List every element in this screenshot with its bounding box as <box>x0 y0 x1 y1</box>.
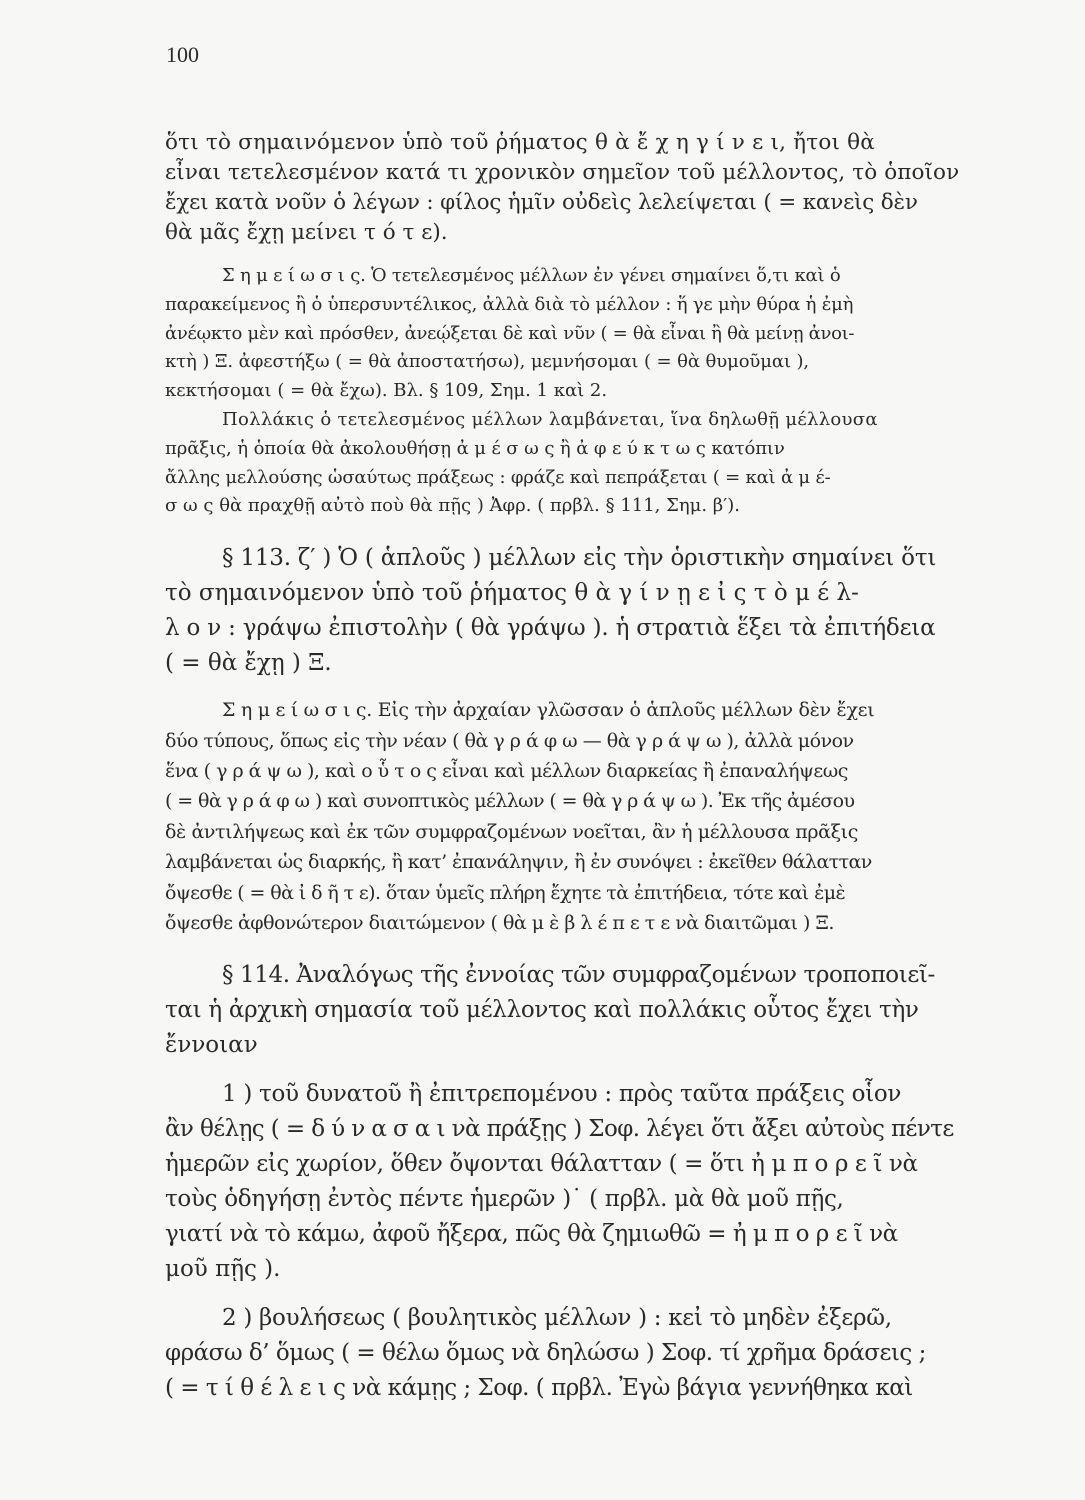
text-line: 2 ) βουλήσεως ( βουλητικὸς μέλλων ) : κεἰ τὸ μηδὲν ἐξερῶ, <box>222 1305 892 1332</box>
text-line: φράσω δ’ ὅμως ( = θέλω ὅμως νὰ δηλώσω ) Σοφ. τί χρῆμα δράσεις ; <box>165 1340 926 1367</box>
text-line: λαμβάνεται ὡς διαρκής, ἢ κατ’ ἐπανάληψιν, ἢ ἐν συνόψει : ἐκεῖθεν θάλατταν <box>165 851 872 874</box>
text-line: τοὺς ὁδηγήσῃ ἐντὸς πέντε ἡμερῶν )˙ ( πρβλ. μὰ θὰ μοῦ πῇς, <box>165 1186 844 1213</box>
section-113 <box>165 541 960 681</box>
text-line: Σ η μ ε ί ω σ ι ς. Εἰς τὴν ἀρχαίαν γλῶσσαν ὁ ἁπλοῦς μέλλων δὲν ἔχει <box>222 699 875 722</box>
section-114 <box>165 958 960 1063</box>
text-line: ( = θὰ γ ρ ά φ ω ) καὶ συνοπτικὸς μέλλων ( = θὰ γ ρ ά ψ ω ). Ἐκ τῆς ἀμέσου <box>165 790 855 813</box>
text-line: ὄψεσθε ἀφθονώτερον διαιτώμενον ( θὰ μ ὲ β λ έ π ε τ ε νὰ διαιτῶμαι ) Ξ. <box>165 911 834 934</box>
text-line: ἕνα ( γ ρ ά ψ ω ), καὶ ο ὗ τ ο ς εἶναι καὶ μέλλων διαρκείας ἢ ἐπαναλήψεως <box>165 759 848 782</box>
page-number: 100 <box>166 42 199 67</box>
text-line: 1 ) τοῦ δυνατοῦ ἢ ἐπιτρεπομένου : πρὸς ταῦτα πράξεις οἷον <box>222 1081 902 1108</box>
text-line: κεκτήσομαι ( = θὰ ἔχω). Βλ. § 109, Σημ. 1 καὶ 2. <box>165 380 608 402</box>
page-body <box>165 128 960 1406</box>
text-line: ἡμερῶν εἰς χωρίον, ὅθεν ὄψονται θάλατταν ( = ὅτι ἠ μ π ο ρ ε ῖ νὰ <box>165 1151 918 1178</box>
section-heading-line: § 113. ζ′ ) Ὁ ( ἁπλοῦς ) μέλλων εἰς τὴν ὁριστικὴν σημαίνει ὅτι <box>222 545 937 572</box>
text-line: θὰ μᾶς ἔχῃ μείνει τ ό τ ε). <box>165 220 448 245</box>
text-line: ἔννοιαν <box>165 1032 258 1059</box>
text-line: δύο τύπους, ὅπως εἰς τὴν νέαν ( θὰ γ ρ ά φ ω — θὰ γ ρ ά ψ ω ), ἀλλὰ μόνον <box>165 729 854 752</box>
text-line: λ ο ν : γράψω ἐπιστολὴν ( θὰ γράψω ). ἡ στρατιὰ ἕξει τὰ ἐπιτήδεια <box>165 615 936 642</box>
text-line: πρᾶξις, ἡ ὁποία θὰ ἀκολουθήσῃ ἀ μ έ σ ω ς ἢ ἀ φ ε ύ κ τ ω ς κατόπιν <box>165 437 785 459</box>
text-line: παρακείμενος ἢ ὁ ὑπερσυντέλικος, ἀλλὰ διὰ τὸ μέλλον : ἥ γε μὴν θύρα ἡ ἐμὴ <box>165 293 854 315</box>
text-line: τὸ σημαινόμενον ὑπὸ τοῦ ῥήματος θ ὰ γ ί ν ῃ ε ἰ ς τ ὸ μ έ λ- <box>165 580 859 607</box>
text-line: εἶναι τετελεσμένον κατά τι χρονικὸν σημεῖον τοῦ μέλλοντος, τὸ ὁποῖον <box>165 160 960 185</box>
text-line: ἔχει κατὰ νοῦν ὁ λέγων : φίλος ἡμῖν οὐδεὶς λελείψεται ( = κανεὶς δὲν <box>165 190 918 215</box>
text-line: ται ἡ ἀρχικὴ σημασία τοῦ μέλλοντος καὶ πολλάκις οὗτος ἔχει τὴν <box>165 997 919 1024</box>
text-line: γιατί νὰ τὸ κάμω, ἀφοῦ ἤξερα, πῶς θὰ ζημιωθῶ = ἠ μ π ο ρ ε ῖ νὰ <box>165 1221 898 1248</box>
text-line: δὲ ἀντιλήψεως καὶ ἐκ τῶν συμφραζομένων νοεῖται, ἂν ἡ μέλλουσα πρᾶξις <box>165 820 858 843</box>
note-paragraph <box>165 406 960 521</box>
section-heading-line: § 114. Ἀναλόγως τῆς ἐννοίας τῶν συμφραζομένων τροποποιεῖ- <box>222 962 935 989</box>
text-line: ἀνέῳκτο μὲν καὶ πρόσθεν, ἀνεῴξεται δὲ καὶ νῦν ( = θὰ εἶναι ἢ θὰ μείνῃ ἀνοι- <box>165 322 855 344</box>
text-line: ( = τ ί θ έ λ ε ι ς νὰ κάμῃς ; Σοφ. ( πρβλ. Ἐγὼ βάγια γεννήθηκα καὶ <box>165 1375 913 1402</box>
text-line: σ ω ς θὰ πραχθῇ αὐτὸ ποὺ θὰ πῇς ) Ἀφρ. ( πρβλ. § 111, Σημ. β′). <box>165 495 741 517</box>
note-paragraph <box>165 695 960 938</box>
note-paragraph <box>165 262 960 406</box>
text-line: ὄψεσθε ( = θὰ ἰ δ ῆ τ ε). ὅταν ὑμεῖς πλήρη ἔχητε τὰ ἐπιτήδεια, τότε καὶ ἐμὲ <box>165 881 846 904</box>
text-line: κτὴ ) Ξ. ἀφεστήξω ( = θὰ ἀποστατήσω), μεμνήσομαι ( = θὰ θυμοῦμαι ), <box>165 351 810 373</box>
text-line: μοῦ πῇς ). <box>165 1256 281 1283</box>
list-item-2 <box>165 1301 960 1406</box>
list-item-1 <box>165 1077 960 1287</box>
text-line: ἄλλης μελλούσης ὡσαύτως πράξεως : φράζε καὶ πεπράξεται ( = καὶ ἀ μ έ- <box>165 466 831 488</box>
text-line: Σ η μ ε ί ω σ ι ς. Ὁ τετελεσμένος μέλλων ἐν γένει σημαίνει ὅ,τι καὶ ὁ <box>222 265 841 286</box>
text-line: ἂν θέλῃς ( = δ ύ ν α σ α ι νὰ πράξῃς ) Σοφ. λέγει ὅτι ἄξει αὐτοὺς πέντε <box>165 1116 954 1143</box>
text-line: Πολλάκις ὁ τετελεσμένος μέλλων λαμβάνεται, ἵνα δηλωθῇ μέλλουσα <box>222 408 878 430</box>
paragraph-intro <box>165 128 960 248</box>
text-line: ὅτι τὸ σημαινόμενον ὑπὸ τοῦ ῥήματος θ ὰ ἔ χ η γ ί ν ε ι, ἤτοι θὰ <box>165 130 875 155</box>
text-line: ( = θὰ ἔχῃ ) Ξ. <box>165 650 332 677</box>
